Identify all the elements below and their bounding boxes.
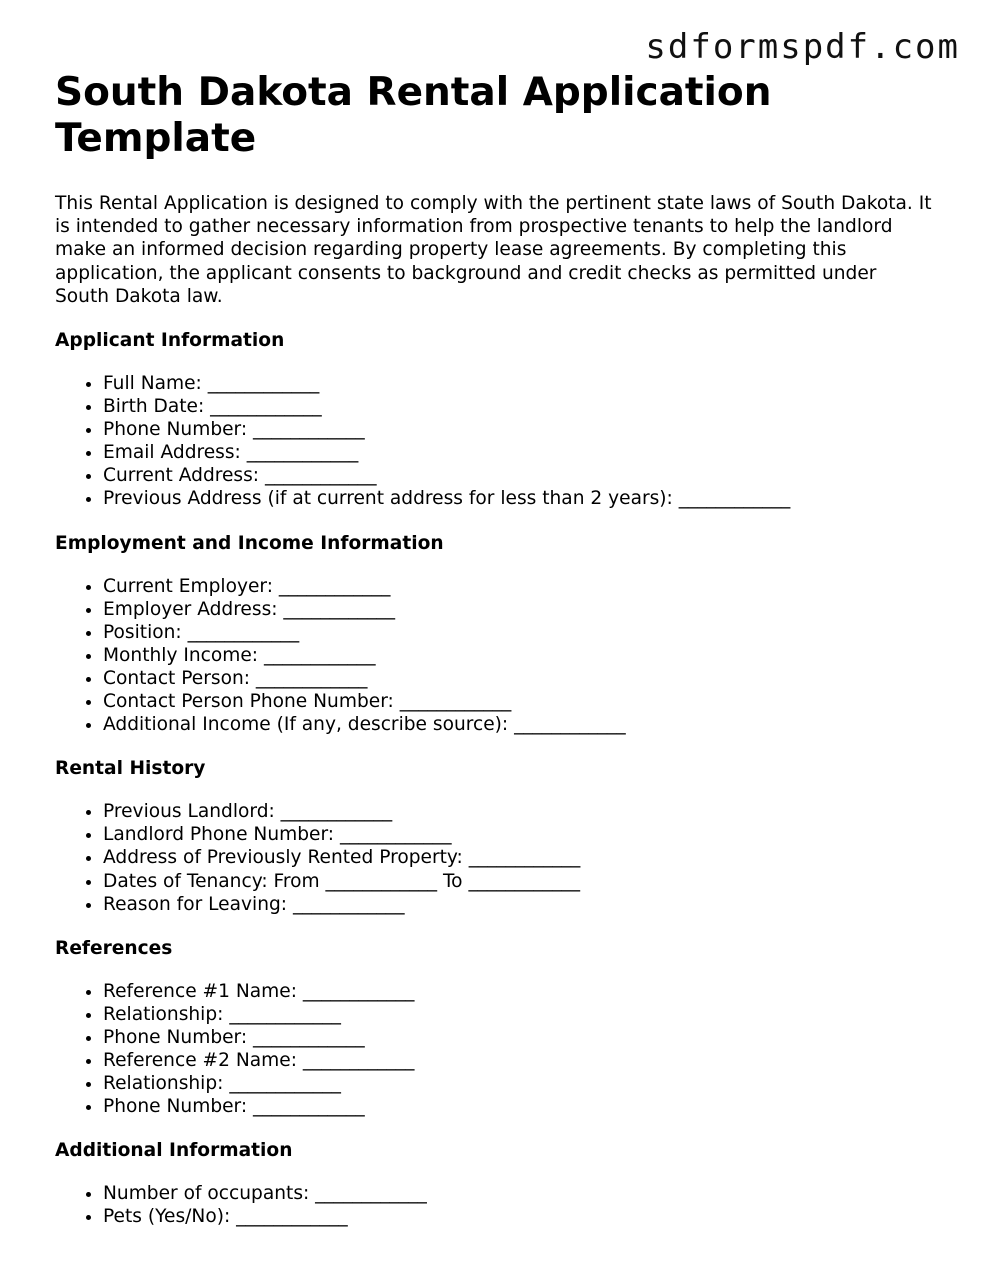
employment-field-list xyxy=(55,575,935,737)
field-previous-address: • Previous Address (if at current address for less than 2 years): ____________ xyxy=(103,487,935,510)
additional-field-list xyxy=(55,1182,935,1228)
field-number-of-occupants: • Number of occupants: ____________ xyxy=(103,1182,935,1205)
field-current-employer: • Current Employer: ____________ xyxy=(103,575,935,598)
document xyxy=(55,70,935,1228)
section-heading-references: References xyxy=(55,937,173,959)
field-reference-1-phone: • Phone Number: ____________ xyxy=(103,1026,935,1049)
section-heading-employment: Employment and Income Information xyxy=(55,532,444,554)
field-landlord-phone: • Landlord Phone Number: ____________ xyxy=(103,823,935,846)
field-email-address: • Email Address: ____________ xyxy=(103,441,935,464)
field-reference-1-name: • Reference #1 Name: ____________ xyxy=(103,980,935,1003)
field-reference-2-phone: • Phone Number: ____________ xyxy=(103,1095,935,1118)
page-title: South Dakota Rental Application Template xyxy=(55,70,772,161)
section-heading-rental-history: Rental History xyxy=(55,758,206,780)
field-contact-person: • Contact Person: ____________ xyxy=(103,667,935,690)
field-current-address: • Current Address: ____________ xyxy=(103,464,935,487)
field-reference-2-name: • Reference #2 Name: ____________ xyxy=(103,1049,935,1072)
applicant-field-list xyxy=(55,372,935,511)
field-reason-for-leaving: • Reason for Leaving: ____________ xyxy=(103,893,935,916)
field-pets: • Pets (Yes/No): ____________ xyxy=(103,1205,935,1228)
field-reference-2-relationship: • Relationship: ____________ xyxy=(103,1072,935,1095)
field-employer-address: • Employer Address: ____________ xyxy=(103,598,935,621)
field-additional-income: • Additional Income (If any, describe source): ____________ xyxy=(103,713,935,736)
field-position: • Position: ____________ xyxy=(103,621,935,644)
intro-paragraph: This Rental Application is designed to comply with the pertinent state laws of South Dakota. It is intended to gather necessary information from prospective tenants to help the landlord make an informed decision regarding property lease agreements. By completing this application, the applicant consents to background and credit checks as permitted under South Dakota law. xyxy=(55,193,932,307)
field-phone-number: • Phone Number: ____________ xyxy=(103,418,935,441)
field-previous-property-address: • Address of Previously Rented Property: ____________ xyxy=(103,846,935,869)
site-watermark: sdformspdf.com xyxy=(645,27,960,67)
field-birth-date: • Birth Date: ____________ xyxy=(103,395,935,418)
section-heading-applicant: Applicant Information xyxy=(55,330,285,352)
references-field-list xyxy=(55,980,935,1119)
field-monthly-income: • Monthly Income: ____________ xyxy=(103,644,935,667)
rental-history-field-list xyxy=(55,800,935,915)
field-previous-landlord: • Previous Landlord: ____________ xyxy=(103,800,935,823)
section-heading-additional: Additional Information xyxy=(55,1140,293,1162)
field-contact-person-phone: • Contact Person Phone Number: ____________ xyxy=(103,690,935,713)
field-dates-of-tenancy: • Dates of Tenancy: From ____________ To ____________ xyxy=(103,870,935,893)
field-full-name: • Full Name: ____________ xyxy=(103,372,935,395)
field-reference-1-relationship: • Relationship: ____________ xyxy=(103,1003,935,1026)
